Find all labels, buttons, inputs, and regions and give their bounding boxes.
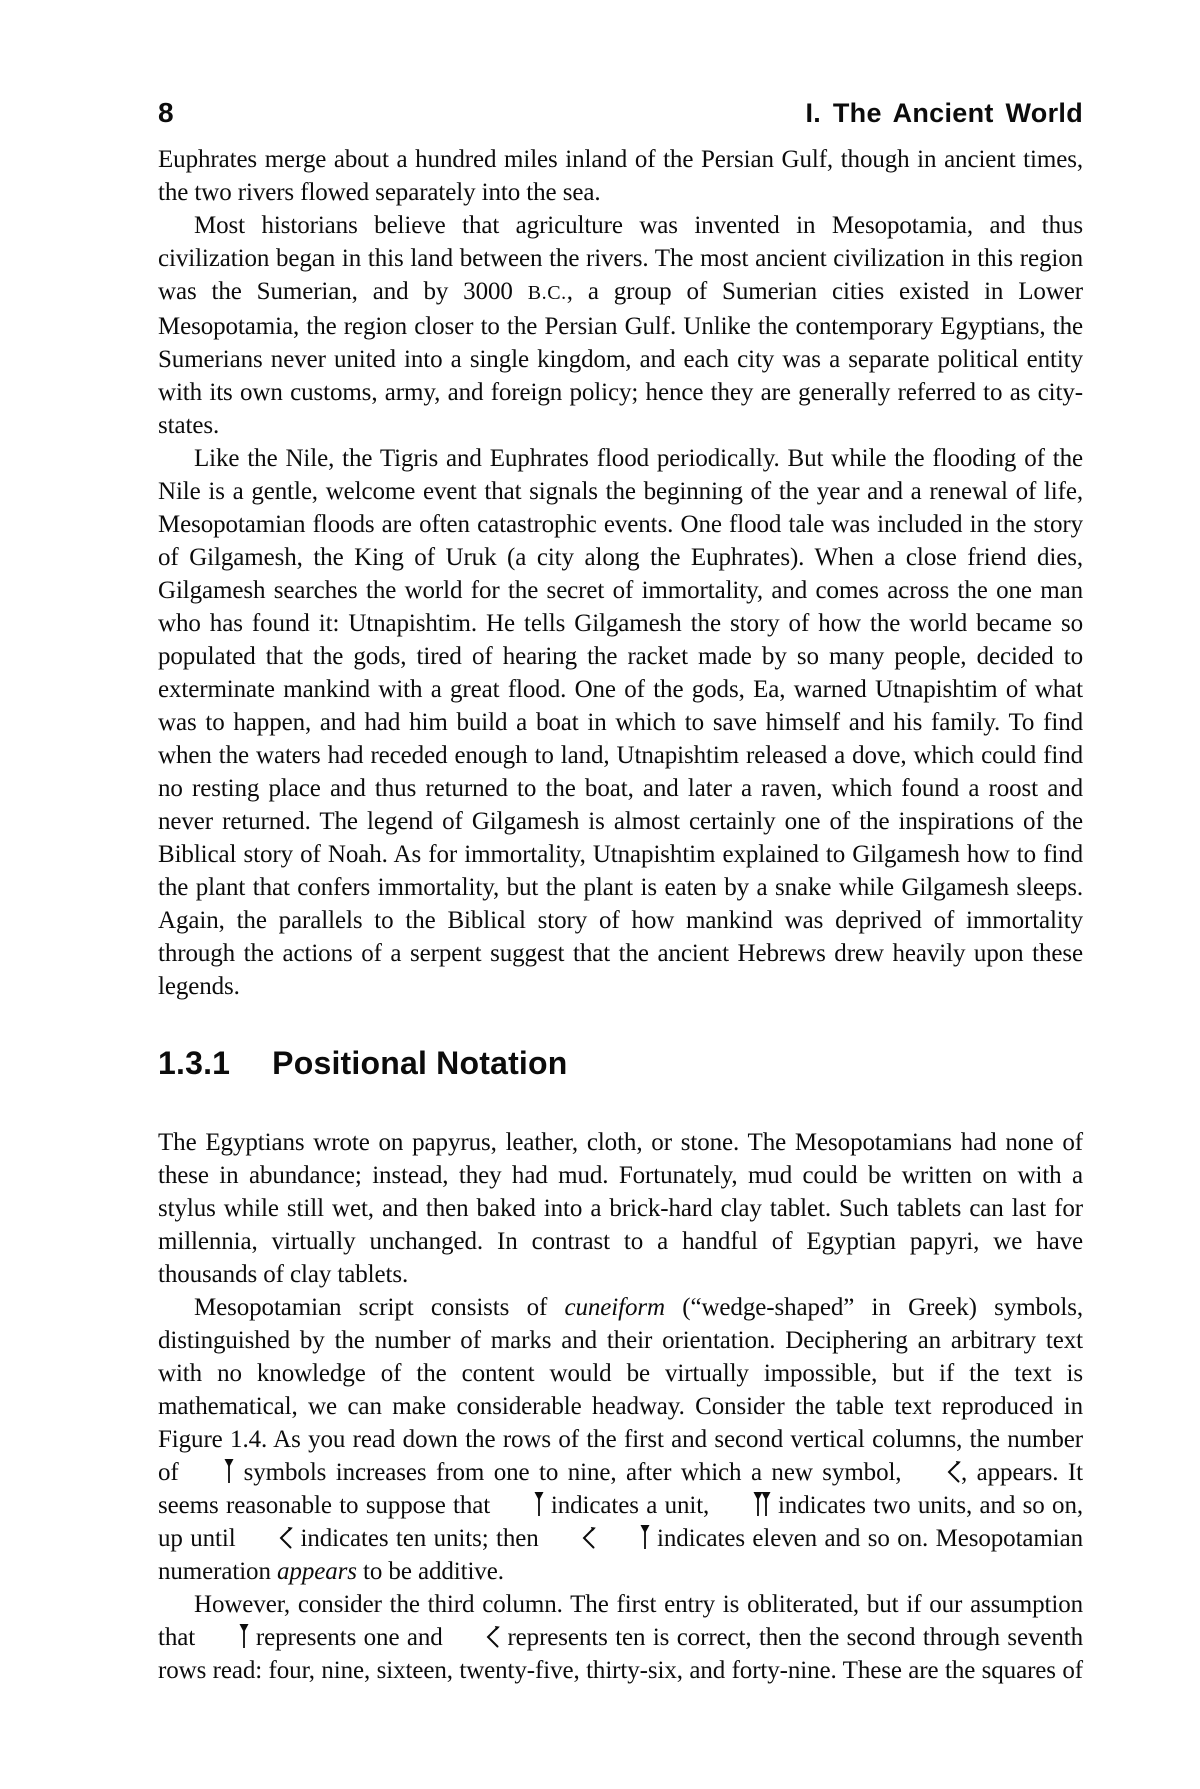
paragraph: However, consider the third column. The first entry is obliterated, but if our assumption that represents one and represents ten is correct, then the second through seventh rows read: four, nine, sixteen, twenty-five, thirty-six, and forty-nine. These are the squares of (158, 1591, 1083, 1684)
paragraph: The Egyptians wrote on papyrus, leather, cloth, or stone. The Mesopotamians had none of these in abundance; instead, they had mud. Fortunately, mud could be written on with a stylus while still wet, and then baked into a brick-hard clay tablet. Such tablets can last for millennia, virtually unchanged. In contrast to a handful of Egyptian papyri, we have thousands of clay tablets. (158, 1129, 1083, 1288)
cuneiform-two-wedges-icon (717, 1489, 771, 1522)
cuneiform-unit-wedge-icon (604, 1522, 650, 1555)
italic-text: appears (277, 1558, 357, 1585)
cuneiform-ten-wedge-icon (450, 1621, 500, 1654)
section-number: 1.3.1 (158, 1045, 231, 1081)
paragraph: Mesopotamian script consists of cuneiform (“wedge-shaped” in Greek) symbols, distinguished by the number of marks and their orientation. Deciphering an arbitrary text with no knowledge of the content would be virtually impossible, but if the text is mathematical, we can make considerable headway. Consider the table text reproduced in Figure 1.4. As you read down the rows of the first and second vertical columns, the number of symbols increases from one to nine, after which a new symbol, , appears. It seems reasonable to suppose that indicates a unit, indicates two units, and so on, up until indicates ten units; then indicates eleven and so on. Mesopotamian numeration appears to be additive. (158, 1294, 1084, 1585)
paragraph: Like the Nile, the Tigris and Euphrates flood periodically. But while the flooding of the Nile is a gentle, welcome event that signals the beginning of the year and a renewal of life, Mesopotamian floods are often catastrophic events. One flood tale was included in the story of Gilgamesh, the King of Uruk (a city along the Euphrates). When a close friend dies, Gilgamesh searches the world for the secret of immortality, and comes across the one man who has found it: Utnapishtim. He tells Gilgamesh the story of how the world became so populated that the gods, tired of hearing the racket made by so many people, decided to exterminate mankind with a great flood. One of the gods, Ea, warned Utnapishtim of what was to happen, and had him build a boat in which to save himself and his family. To find when the waters had receded enough to land, Utnapishtim released a dove, which could find no resting place and thus returned to the boat, and later a raven, which found a roost and never returned. The legend of Gilgamesh is almost certainly one of the inspirations of the Biblical story of Noah. As for immortality, Utnapishtim explained to Gilgamesh how to find the plant that confers immortality, but the plant is eaten by a snake while Gilgamesh sleeps. Again, the parallels to the Biblical story of how mankind was deprived of immortality through the actions of a serpent suggest that the ancient Hebrews drew heavily upon these legends. (158, 445, 1083, 1000)
cuneiform-ten-wedge-icon (911, 1456, 961, 1489)
positional-notation-text-block (158, 1126, 1083, 1687)
italic-text: cuneiform (564, 1294, 665, 1321)
cuneiform-unit-wedge-icon (203, 1621, 249, 1654)
page-body (158, 143, 1083, 1687)
page-number: 8 (158, 97, 174, 128)
cuneiform-ten-wedge-icon (546, 1522, 596, 1555)
section-title: Positional Notation (272, 1045, 568, 1081)
cuneiform-unit-wedge-icon (498, 1489, 544, 1522)
paragraph: Euphrates merge about a hundred miles inland of the Persian Gulf, though in ancient times, the two rivers flowed separately into the sea. (158, 146, 1083, 206)
intro-text-block (158, 143, 1083, 1003)
paragraph: Most historians believe that agriculture was invented in Mesopotamia, and thus civilization began in this land between the rivers. The most ancient civilization in this region was the Sumerian, and by 3000 B.C., a group of Sumerian cities existed in Lower Mesopotamia, the region closer to the Persian Gulf. Unlike the contemporary Egyptians, the Sumerians never united into a single kingdom, and each city was a separate political entity with its own customs, army, and foreign policy; hence they are generally referred to as city-states. (158, 212, 1083, 439)
small-caps-text: B.C. (527, 282, 567, 304)
running-head: I. The Ancient World (805, 98, 1083, 128)
cuneiform-unit-wedge-icon (188, 1456, 234, 1489)
section-heading (158, 1040, 1083, 1086)
running-header (158, 0, 1083, 130)
cuneiform-ten-wedge-icon (243, 1522, 293, 1555)
